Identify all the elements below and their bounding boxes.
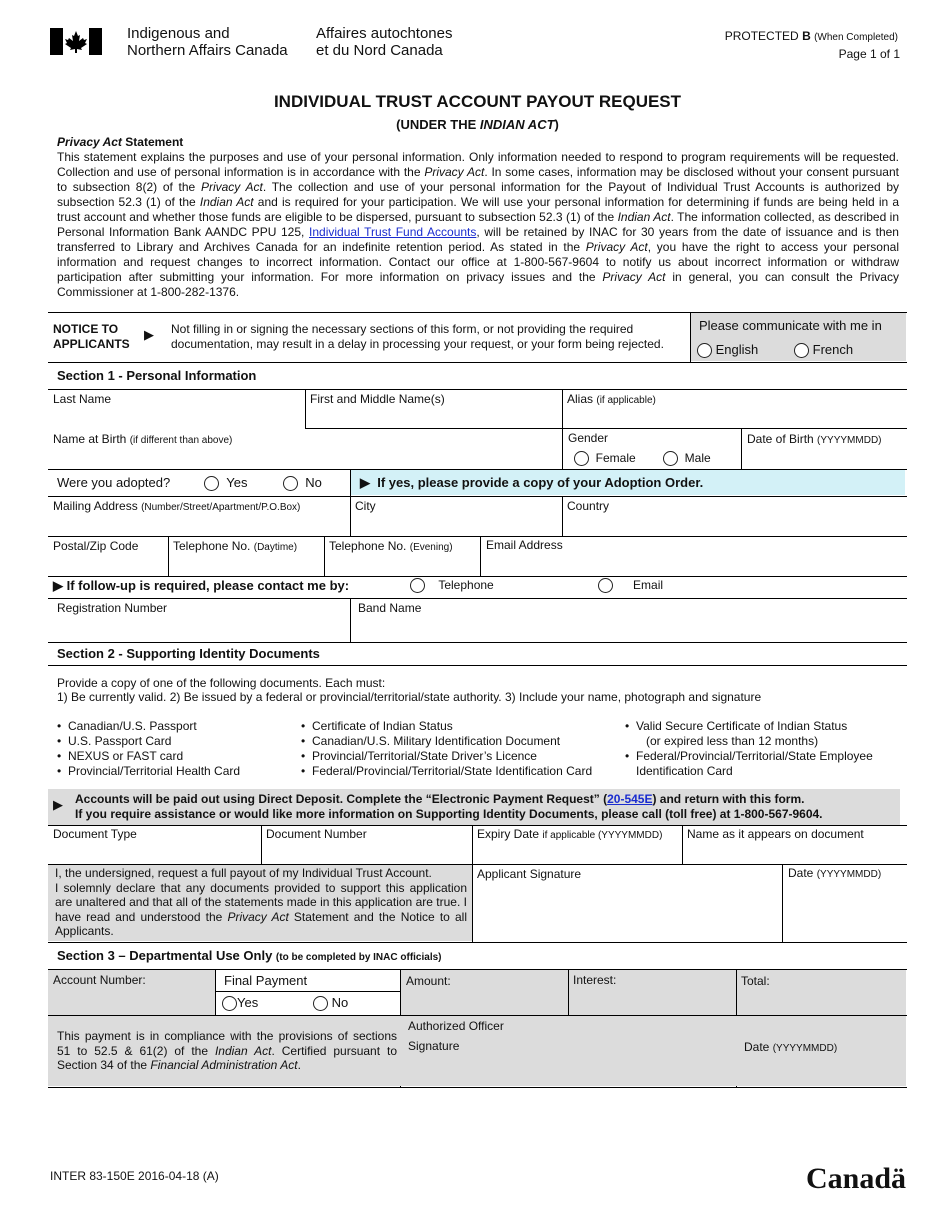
protected-note: (When Completed) xyxy=(814,32,898,43)
declaration-p2: I solemnly declare that any documents provided to support this application are unaltered and that all of the statements made in this application are true. I have read and understood the xyxy=(55,880,467,924)
expiry-date-field[interactable] xyxy=(477,827,662,841)
name-at-birth-label: Name at Birth xyxy=(53,432,127,446)
alias-field[interactable] xyxy=(567,392,656,406)
privacy-i1: Privacy Act xyxy=(424,165,485,179)
deposit-arrow-icon: ▶ xyxy=(53,797,63,812)
notice-divider xyxy=(690,312,691,362)
trust-fund-accounts-link[interactable]: Individual Trust Fund Accounts xyxy=(309,225,477,239)
privacy-p3: . The collection and use of your personal information for the Payout of Individual Trust Accounts is authorized by subsection 52.3 (1) of the xyxy=(57,180,899,209)
adopted-question: Were you adopted? xyxy=(57,475,171,490)
s2-line-a xyxy=(48,665,907,666)
s1-line-h xyxy=(48,642,907,643)
s3-v3 xyxy=(568,969,569,1015)
mailing-label: Mailing Address xyxy=(53,499,138,513)
followup-telephone-label: Telephone xyxy=(438,578,494,592)
adopted-no-radio[interactable] xyxy=(283,476,298,491)
followup-telephone-radio[interactable] xyxy=(410,578,425,593)
english-radio[interactable] xyxy=(697,343,712,358)
followup-arrow-icon: ▶ xyxy=(53,578,63,593)
final-payment-label: Final Payment xyxy=(224,973,308,988)
adoption-note xyxy=(360,475,703,491)
s1-v7 xyxy=(168,536,169,576)
language-english-option[interactable] xyxy=(697,342,758,358)
officer-date-label: Date xyxy=(744,1040,770,1054)
canada-wordmark xyxy=(806,1163,906,1195)
date-of-birth-field[interactable] xyxy=(747,432,882,446)
s1-v8 xyxy=(324,536,325,576)
declaration-p3: Statement and the Notice to all Applicants. xyxy=(55,909,467,938)
s2-line-d xyxy=(48,942,907,943)
doc-item: • NEXUS or FAST card xyxy=(57,749,240,764)
doc-item: • Canadian/U.S. Military Identification Document xyxy=(301,734,592,749)
doc-item-text: Identification Card xyxy=(636,764,733,778)
final-payment-no-label: No xyxy=(331,995,349,1010)
country-field[interactable]: Country xyxy=(567,499,610,513)
declaration-italic: Privacy Act xyxy=(227,909,289,924)
followup-email-option[interactable] xyxy=(598,578,663,593)
notice-arrow-icon: ▶ xyxy=(144,327,154,342)
final-payment-no-option[interactable] xyxy=(313,995,348,1011)
section3-title xyxy=(57,948,442,963)
s1-v2 xyxy=(562,389,563,469)
form-title: INDIVIDUAL TRUST ACCOUNT PAYOUT REQUEST xyxy=(273,92,682,111)
s3-line-fp xyxy=(215,991,401,992)
s1-line-b xyxy=(305,428,907,429)
account-number-field[interactable]: Account Number: xyxy=(53,973,146,987)
privacy-heading xyxy=(57,135,183,149)
compliance-p2: . Certified pursuant to Section 34 of the xyxy=(57,1043,398,1072)
privacy-i4: Indian Act xyxy=(617,210,671,224)
postal-code-field[interactable]: Postal/Zip Code xyxy=(53,539,139,553)
department-name-fr xyxy=(316,25,452,59)
privacy-p1: This statement explains the purposes and use of your personal information. Only information needed to respond to program requirements will be requested. Collection and use of personal information is in accordance with the xyxy=(57,150,899,179)
deposit-text-line2: If you require assistance or would like more information on Supporting Identity Documents, please call (toll free) at 1-800-567-9604. xyxy=(75,807,823,821)
followup-label xyxy=(53,578,349,594)
applicant-date-field[interactable] xyxy=(788,866,881,880)
band-name-field[interactable]: Band Name xyxy=(358,601,422,615)
s2-v1 xyxy=(261,825,262,864)
s1-line-g xyxy=(48,598,907,599)
notice-text xyxy=(171,322,664,352)
protected-level: B xyxy=(802,29,811,43)
s1-line-d xyxy=(48,496,907,497)
alias-label: Alias xyxy=(567,392,594,406)
notice-label-line2: APPLICANTS xyxy=(53,337,130,351)
s1-v1 xyxy=(305,389,306,429)
name-on-document-field[interactable]: Name as it appears on document xyxy=(687,827,864,841)
dob-label: Date of Birth xyxy=(747,432,814,446)
female-label: Female xyxy=(595,451,636,465)
s1-line-e xyxy=(48,536,907,537)
s1-line-a xyxy=(48,389,907,390)
doc-item: • Federal/Provincial/Territorial/State Identification Card xyxy=(301,764,592,779)
notice-label-line1: NOTICE TO xyxy=(53,322,119,336)
adoption-arrow-icon: ▶ xyxy=(360,475,370,490)
last-name-field[interactable]: Last Name xyxy=(53,392,112,406)
s1-v4 xyxy=(350,469,351,496)
male-label: Male xyxy=(684,451,711,465)
french-label: French xyxy=(812,342,854,357)
subtitle-italic: INDIAN ACT xyxy=(479,117,555,132)
adopted-yes-label: Yes xyxy=(226,475,248,490)
s3-line-c xyxy=(48,1087,907,1088)
privacy-p2: . In some cases, information may be disclosed without your consent pursuant to subsection 8(2) of the xyxy=(57,165,899,194)
expiry-note: if applicable (YYYYMMDD) xyxy=(542,830,663,841)
s1-v10 xyxy=(350,598,351,642)
document-type-field[interactable]: Document Type xyxy=(53,827,137,841)
section2-title: Section 2 - Supporting Identity Documents xyxy=(57,646,320,661)
canada-flag-icon xyxy=(50,28,102,55)
s1-v6 xyxy=(562,496,563,536)
applicant-signature-field[interactable]: Applicant Signature xyxy=(477,867,582,881)
s1-v3 xyxy=(741,428,742,469)
dept-en-line2: Northern Affairs Canada xyxy=(127,42,288,59)
privacy-p5: . The information collected, as described in Personal Information Bank AANDC PPU 125, xyxy=(57,210,900,239)
s2-v2 xyxy=(472,825,473,942)
applicant-date-note: (YYYYMMDD) xyxy=(816,869,882,880)
email-address-field[interactable]: Email Address xyxy=(486,538,563,552)
section2-intro1: Provide a copy of one of the following documents. Each must: xyxy=(57,676,386,690)
adopted-no-option[interactable] xyxy=(283,475,322,491)
final-payment-no-radio[interactable] xyxy=(313,996,328,1011)
section3-title-note: (to be completed by INAC officials) xyxy=(275,952,442,963)
privacy-p4: and is required for your participation. We will use your personal information for determining if funds are being held in a trust account and whether those funds are eligible to be dispersed, pursuant to subsection 52.3 (1) of the xyxy=(57,195,900,224)
doc-item: • Canadian/U.S. Passport xyxy=(57,719,240,734)
final-payment-yes-option[interactable] xyxy=(222,995,258,1011)
followup-email-label: Email xyxy=(633,578,664,592)
final-payment-yes-label: Yes xyxy=(237,995,259,1010)
officer-signature-field[interactable]: Signature xyxy=(408,1039,460,1053)
interest-field[interactable]: Interest: xyxy=(573,973,617,987)
authorized-officer-label: Authorized Officer xyxy=(408,1019,504,1033)
followup-email-radio[interactable] xyxy=(598,578,613,593)
deposit-text-b: ) and return with this form. xyxy=(652,792,805,806)
doc-item-text: (or expired less than 12 months) xyxy=(646,734,819,748)
doc-item: • U.S. Passport Card xyxy=(57,734,240,749)
compliance-i1: Indian Act xyxy=(214,1043,272,1058)
declaration-body xyxy=(55,881,467,939)
privacy-i5: Privacy Act xyxy=(585,240,648,254)
tel-eve-label: Telephone No. xyxy=(329,539,407,553)
first-middle-name-field[interactable]: First and Middle Name(s) xyxy=(310,392,445,406)
privacy-i3: Indian Act xyxy=(199,195,254,209)
amount-row-box xyxy=(401,970,906,1015)
privacy-heading-rest: Statement xyxy=(121,135,184,149)
s2-line-b xyxy=(48,825,907,826)
compliance-p1: This payment is in compliance with the provisions of sections 51 to 52.5 & 61(2) of the xyxy=(57,1029,397,1058)
officer-date-field[interactable] xyxy=(744,1040,837,1054)
protected-text: PROTECTED xyxy=(724,29,799,43)
name-at-birth-note: (if different than above) xyxy=(129,435,233,446)
compliance-i2: Financial Administration Act xyxy=(150,1058,298,1072)
s1-v9 xyxy=(480,536,481,576)
deposit-text-a: Accounts will be paid out using Direct Deposit. Complete the “Electronic Payment Request” ( xyxy=(75,792,608,806)
telephone-evening-field[interactable] xyxy=(329,539,453,553)
amount-field[interactable]: Amount: xyxy=(406,974,451,988)
doc-item: • Provincial/Territorial/State Driver’s Licence xyxy=(301,749,592,764)
mailing-address-field[interactable] xyxy=(53,499,300,513)
gender-male-option[interactable] xyxy=(663,451,711,466)
privacy-i6: Privacy Act xyxy=(602,270,666,284)
section1-title: Section 1 - Personal Information xyxy=(57,368,257,383)
privacy-statement xyxy=(57,150,899,300)
notice-label xyxy=(53,322,130,352)
final-payment-yes-radio[interactable] xyxy=(222,996,237,1011)
privacy-p6: , will be retained by INAC for 30 years from the date of issuance and is then transferred to Library and Archives Canada for an indefinite retention period. As stated in the xyxy=(57,225,899,254)
applicant-date-label: Date xyxy=(788,866,814,880)
followup-telephone-option[interactable] xyxy=(410,578,494,593)
total-field[interactable]: Total: xyxy=(741,974,770,988)
gender-female-option[interactable] xyxy=(574,451,636,466)
dob-note: (YYYYMMDD) xyxy=(817,435,882,446)
language-preference-label: Please communicate with me in xyxy=(699,318,882,333)
dept-fr-line1: Affaires autochtones xyxy=(316,25,453,42)
privacy-heading-italic: Privacy Act xyxy=(57,135,122,149)
s2-v3 xyxy=(682,825,683,864)
notice-text-line1: Not filling in or signing the necessary sections of this form, or not providing the required xyxy=(171,322,634,336)
doc-item: • Provincial/Territorial Health Card xyxy=(57,764,240,779)
doc-item xyxy=(625,749,873,779)
doc-item-text: Federal/Provincial/Territorial/State Employee xyxy=(636,749,873,763)
section2-intro2: 1) Be currently valid. 2) Be issued by a federal or provincial/territorial/state authority. 3) Include your name, photograph and signature xyxy=(57,690,762,704)
declaration-text xyxy=(55,866,467,939)
page-number: Page 1 of 1 xyxy=(838,47,900,61)
notice-text-line2: documentation, may result in a delay in processing your request, or your form being rejected. xyxy=(171,337,664,351)
s3-v1 xyxy=(215,969,216,1015)
compliance-p3: . xyxy=(297,1058,301,1072)
form-subtitle xyxy=(0,117,950,132)
section3-title-text: Section 3 – Departmental Use Only xyxy=(57,948,273,963)
notice-bottom-border xyxy=(48,362,907,363)
registration-number-field[interactable]: Registration Number xyxy=(57,601,168,615)
expiry-label: Expiry Date xyxy=(477,827,540,841)
doc-item xyxy=(625,719,873,749)
language-french-option[interactable] xyxy=(794,342,853,358)
subtitle-suffix: ) xyxy=(554,117,559,132)
tel-day-note: (Daytime) xyxy=(253,542,298,553)
doc-item: • Certificate of Indian Status xyxy=(301,719,592,734)
alias-note: (if applicable) xyxy=(596,395,656,406)
tel-eve-note: (Evening) xyxy=(409,542,453,553)
document-list-col3 xyxy=(625,719,873,779)
s2-v4 xyxy=(782,864,783,942)
name-at-birth-field[interactable] xyxy=(53,432,232,446)
male-radio[interactable] xyxy=(663,451,678,466)
document-list-col1 xyxy=(57,719,240,779)
document-list-col2 xyxy=(301,719,592,779)
city-field[interactable]: City xyxy=(355,499,376,513)
privacy-p7: , you have the right to access your personal information and request changes to incorrect information. Contact our office at 1-800-567-9604 to notify us about incorrect information or withdraw participation after submitting your information. For more information on privacy issues and the xyxy=(57,240,899,284)
officer-date-note: (YYYYMMDD) xyxy=(772,1043,838,1054)
s1-line-f xyxy=(48,576,907,577)
subtitle-prefix: (UNDER THE xyxy=(396,117,480,132)
doc-item-text: Valid Secure Certificate of Indian Status xyxy=(636,719,848,733)
telephone-daytime-field[interactable] xyxy=(173,539,297,553)
dept-fr-line2: et du Nord Canada xyxy=(316,42,443,59)
compliance-statement xyxy=(57,1029,397,1073)
french-radio[interactable] xyxy=(794,343,809,358)
electronic-payment-form-link[interactable]: 20-545E xyxy=(607,792,653,806)
declaration-line1: I, the undersigned, request a full payout of my Individual Trust Account. xyxy=(55,866,432,880)
tel-day-label: Telephone No. xyxy=(173,539,251,553)
dept-en-line1: Indigenous and xyxy=(127,25,230,42)
female-radio[interactable] xyxy=(574,451,589,466)
document-number-field[interactable]: Document Number xyxy=(266,827,367,841)
direct-deposit-text xyxy=(75,792,823,822)
privacy-i2: Privacy Act xyxy=(200,180,263,194)
canada-wordmark-text: Canadä xyxy=(806,1162,907,1195)
adopted-no-label: No xyxy=(305,475,322,490)
s1-v5 xyxy=(350,496,351,536)
adopted-yes-radio[interactable] xyxy=(204,476,219,491)
form-identifier: INTER 83-150E 2016-04-18 (A) xyxy=(50,1169,219,1183)
adopted-yes-option[interactable] xyxy=(204,475,247,491)
privacy-p8: in general, you can consult the Privacy Commissioner at 1-800-282-1376. xyxy=(57,270,899,299)
mailing-note: (Number/Street/Apartment/P.O.Box) xyxy=(141,502,301,513)
followup-text: If follow-up is required, please contact me by: xyxy=(66,578,350,593)
adoption-note-text: If yes, please provide a copy of your Adoption Order. xyxy=(377,475,704,490)
english-label: English xyxy=(715,342,759,357)
protected-label xyxy=(725,29,898,43)
department-name-en xyxy=(127,25,288,59)
gender-label: Gender xyxy=(568,431,609,445)
